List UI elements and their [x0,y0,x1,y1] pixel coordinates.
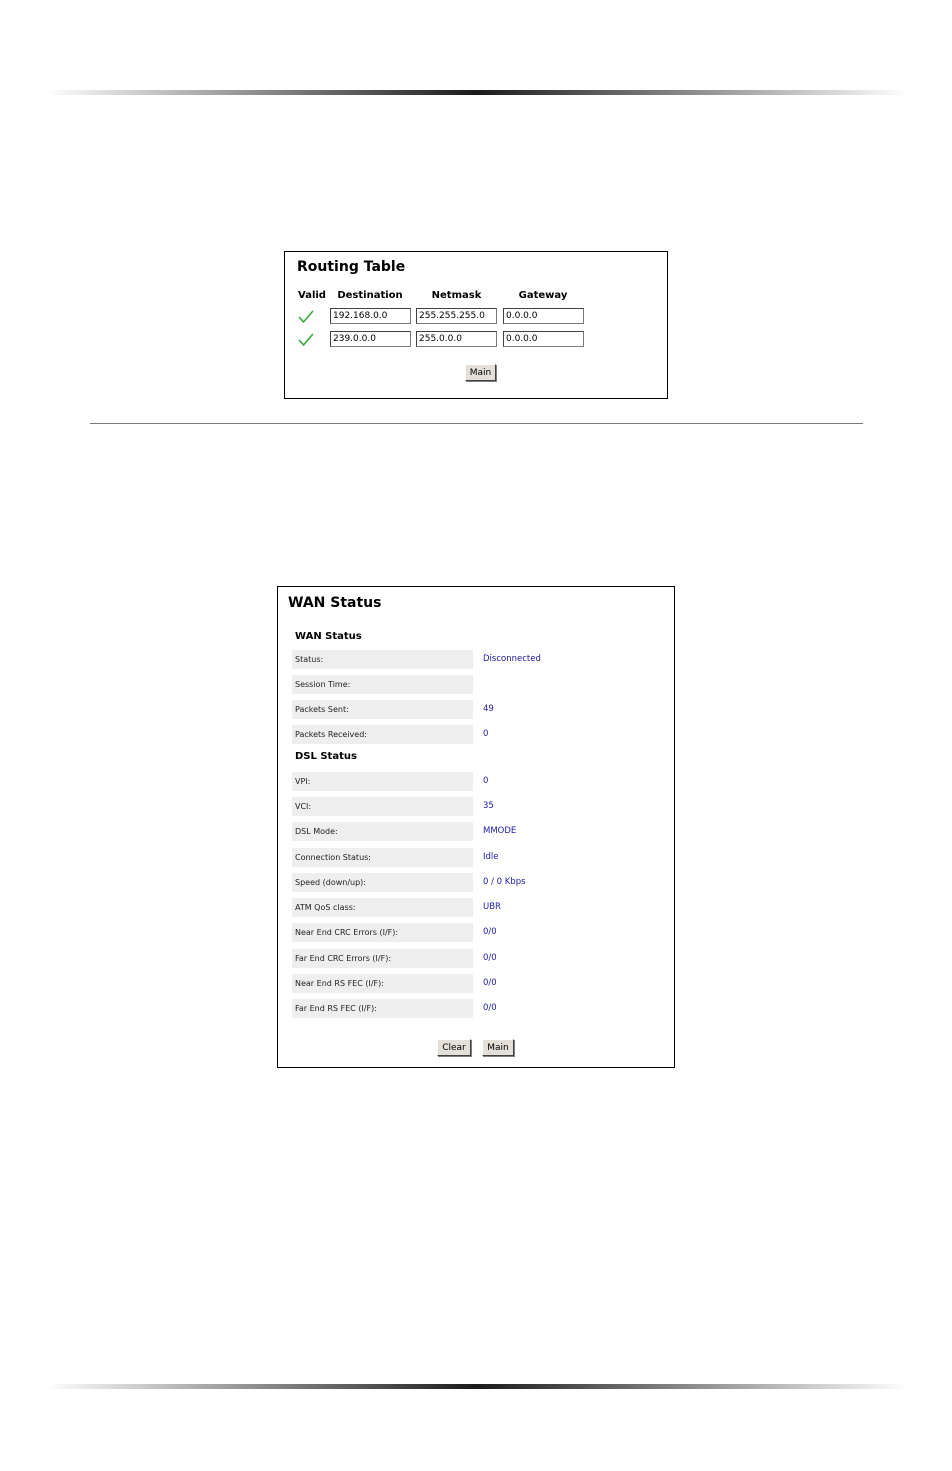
far-end-rs-fec-value: 0/0 [483,1003,497,1013]
netmask-input[interactable] [416,331,497,347]
check-icon [298,333,314,347]
column-header-destination: Destination [337,290,403,301]
session-time-label: Session Time: [292,675,473,694]
gateway-input[interactable] [503,331,584,347]
wan-status-panel [277,586,675,1068]
near-end-rs-fec-value: 0/0 [483,978,497,988]
far-end-rs-fec-label: Far End RS FEC (I/F): [292,999,473,1018]
packets-received-value: 0 [483,729,489,739]
status-value: Disconnected [483,654,541,664]
far-end-crc-label: Far End CRC Errors (I/F): [292,949,473,968]
gateway-input[interactable] [503,308,584,324]
top-divider [44,90,908,95]
atm-qos-label: ATM QoS class: [292,898,473,917]
column-header-gateway: Gateway [518,290,568,301]
vci-value: 35 [483,801,494,811]
near-end-rs-fec-label: Near End RS FEC (I/F): [292,974,473,993]
near-end-crc-label: Near End CRC Errors (I/F): [292,923,473,942]
column-header-valid: Valid [298,290,326,301]
column-header-netmask: Netmask [431,290,482,301]
far-end-crc-value: 0/0 [483,953,497,963]
netmask-input[interactable] [416,308,497,324]
routing-table-panel [284,251,668,399]
atm-qos-value: UBR [483,902,501,912]
clear-button[interactable]: Clear [437,1039,471,1056]
status-label: Status: [292,650,473,669]
vci-label: VCI: [292,797,473,816]
destination-input[interactable] [330,331,411,347]
packets-sent-value: 49 [483,704,494,714]
packets-received-label: Packets Received: [292,725,473,744]
connection-status-label: Connection Status: [292,848,473,867]
vpi-label: VPI: [292,772,473,791]
routing-table-title: Routing Table [297,259,406,275]
speed-value: 0 / 0 Kbps [483,877,526,887]
connection-status-value: Idle [483,852,499,862]
main-button[interactable]: Main [482,1039,514,1056]
wan-section-heading: WAN Status [295,631,362,642]
bottom-divider [44,1384,908,1389]
destination-input[interactable] [330,308,411,324]
wan-status-title: WAN Status [288,595,382,611]
section-divider [90,423,863,424]
main-button[interactable]: Main [465,364,496,381]
check-icon [298,310,314,324]
dsl-mode-value: MMODE [483,826,517,836]
speed-label: Speed (down/up): [292,873,473,892]
near-end-crc-value: 0/0 [483,927,497,937]
packets-sent-label: Packets Sent: [292,700,473,719]
dsl-section-heading: DSL Status [295,751,357,762]
vpi-value: 0 [483,776,489,786]
dsl-mode-label: DSL Mode: [292,822,473,841]
